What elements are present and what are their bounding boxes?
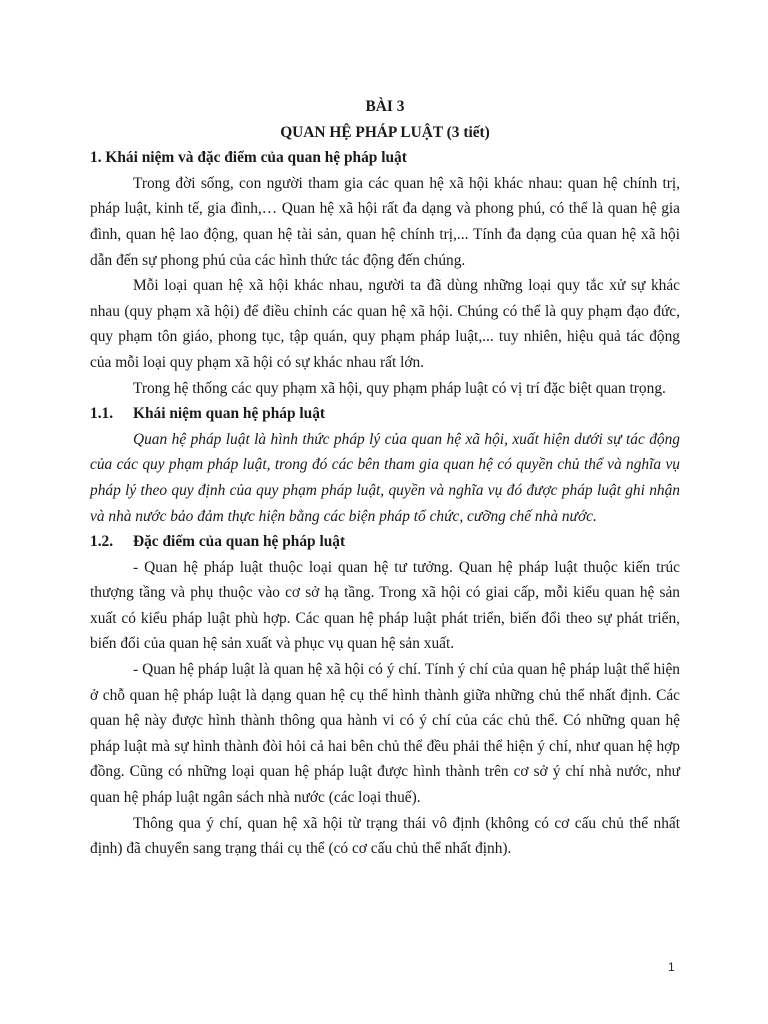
section-1-1-title: Khái niệm quan hệ pháp luật: [133, 405, 326, 423]
section-1-2-paragraph: - Quan hệ pháp luật thuộc loại quan hệ tư tưởng. Quan hệ pháp luật thuộc kiến trúc thượng tầng và phụ thuộc vào cơ sở hạ tầng. Trong xã hội có giai cấp, mỗi kiểu quan hệ sản xuất có kiểu pháp luật phù hợp. Các quan hệ pháp luật phát triển, biến đổi theo sự phát triển, biến đổi của quan hệ sản xuất và phục vụ quan hệ sản xuất.: [90, 558, 680, 653]
section-1-heading: 1. Khái niệm và đặc điểm của quan hệ pháp luật: [90, 149, 407, 167]
page-number: 1: [668, 960, 675, 974]
section-1-paragraph: Trong đời sống, con người tham gia các quan hệ xã hội khác nhau: quan hệ chính trị, pháp luật, kinh tế, gia đình,… Quan hệ xã hội rất đa dạng và phong phú, có thể là quan hệ gia đình, quan hệ lao động, quan hệ tài sản, quan hệ chính trị,... Tính đa dạng của quan hệ xã hội dẫn đến sự phong phú của các hình thức tác động đến chúng.: [90, 174, 680, 269]
section-1-2-number: 1.2.: [90, 533, 114, 551]
section-1-2-heading: [90, 529, 680, 555]
document-page: [90, 90, 680, 862]
definition-paragraph: Quan hệ pháp luật là hình thức pháp lý của quan hệ xã hội, xuất hiện dưới sự tác động của các quy phạm pháp luật, trong đó các bên tham gia quan hệ có quyền chủ thể và nghĩa vụ pháp lý theo quy định của quy phạm pháp luật, quyền và nghĩa vụ đó được pháp luật ghi nhận và nhà nước bảo đảm thực hiện bằng các biện pháp tổ chức, cưỡng chế nhà nước.: [90, 430, 680, 525]
section-1-2-paragraph: - Quan hệ pháp luật là quan hệ xã hội có ý chí. Tính ý chí của quan hệ pháp luật thể hiện ở chỗ quan hệ pháp luật là dạng quan hệ cụ thể hình thành giữa những chủ thể nhất định. Các quan hệ này được hình thành thông qua hành vi có ý chí của các chủ thể. Có những quan hệ pháp luật mà sự hình thành đòi hỏi cả hai bên chủ thể đều phải thể hiện ý chí, như quan hệ hợp đồng. Cũng có những loại quan hệ pháp luật được hình thành trên cơ sở ý chí nhà nước, như quan hệ pháp luật ngân sách nhà nước (các loại thuế).: [90, 661, 680, 807]
section-1-1-heading: [90, 401, 680, 427]
section-1-paragraph: Trong hệ thống các quy phạm xã hội, quy phạm pháp luật có vị trí đặc biệt quan trọng.: [133, 379, 666, 397]
section-1-2-title: Đặc điểm của quan hệ pháp luật: [133, 533, 346, 551]
section-1-2-paragraph: Thông qua ý chí, quan hệ xã hội từ trạng thái vô định (không có cơ cấu chủ thể nhất định) đã chuyển sang trạng thái cụ thể (có cơ cấu chủ thể nhất định).: [90, 814, 680, 858]
lesson-number: BÀI 3: [365, 98, 405, 115]
lesson-title: QUAN HỆ PHÁP LUẬT (3 tiết): [280, 123, 490, 141]
section-1-1-number: 1.1.: [90, 405, 114, 423]
section-1-paragraph: Mỗi loại quan hệ xã hội khác nhau, người ta đã dùng những loại quy tắc xử sự khác nhau (quy phạm xã hội) để điều chỉnh các quan hệ xã hội. Chúng có thể là quy phạm đạo đức, quy phạm tôn giáo, phong tục, tập quán, quy phạm pháp luật,... tuy nhiên, hiệu quả tác động của mỗi loại quy phạm xã hội có sự khác nhau rất lớn.: [90, 277, 680, 371]
